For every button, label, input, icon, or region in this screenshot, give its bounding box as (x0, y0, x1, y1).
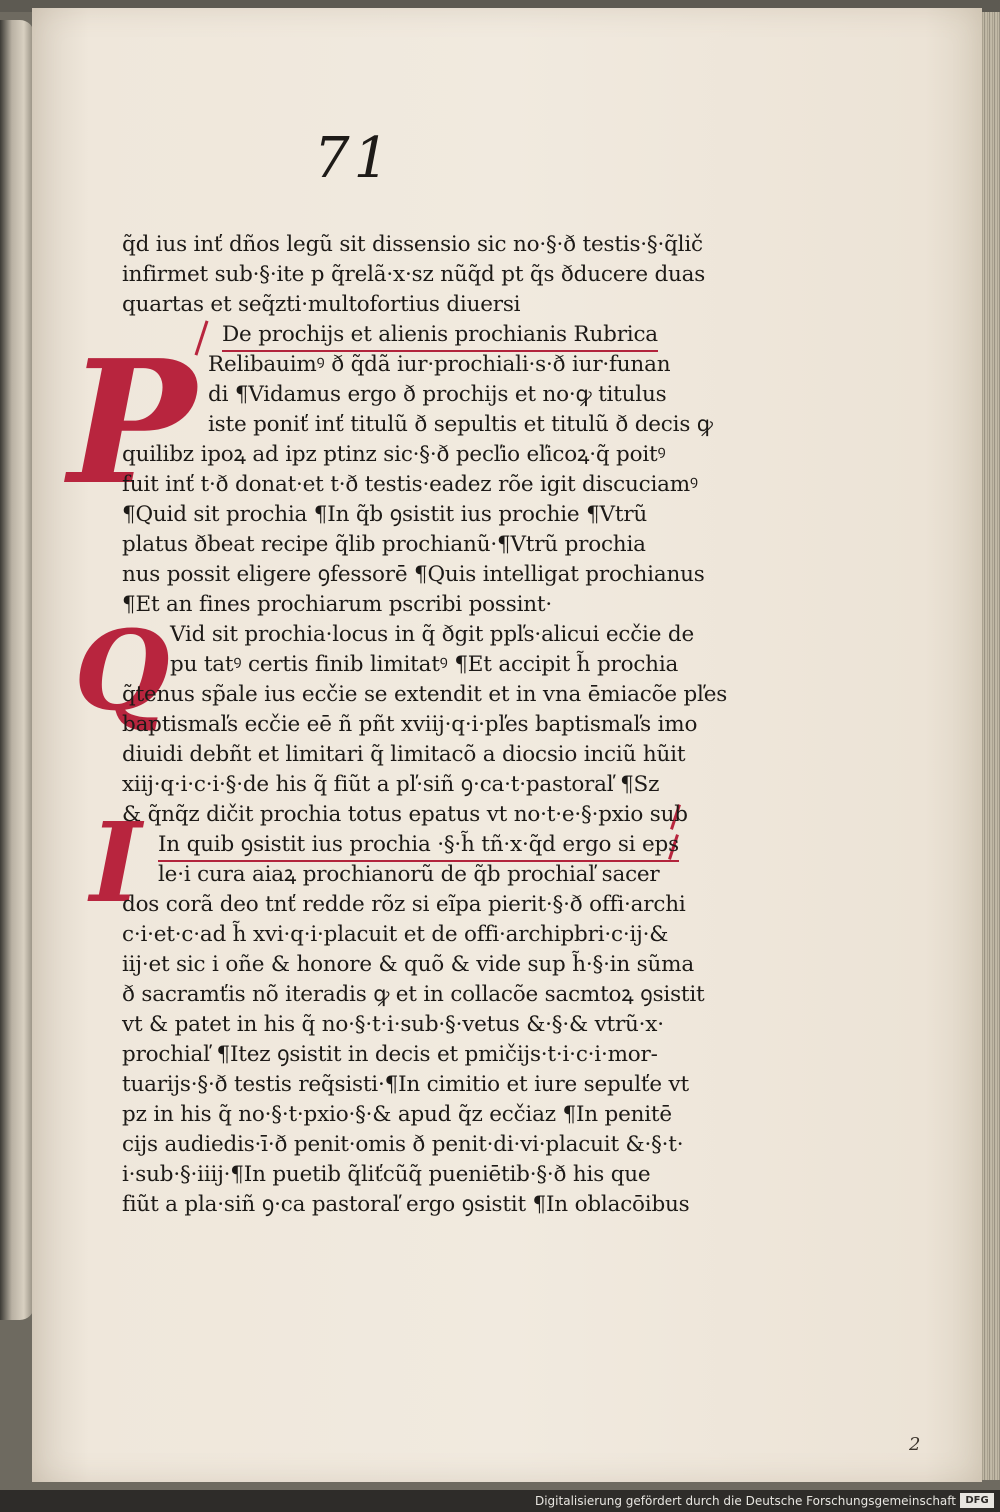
text-line: quilibz ipoꝝ ad ipz ptinz sic·§·ð pecľio eľicoꝝ·q̃ poitꝰ (122, 442, 666, 467)
rubric-heading: De prochijs et alienis prochianis Rubrica (222, 320, 658, 352)
text-line: pz in his q̃ no·§·t·pxio·§·& apud q̃z ecčiaz ¶In penitē (122, 1102, 672, 1127)
initial-i-ornament: I (90, 798, 142, 927)
text-line: fiũt a pla·siñ ꝯ·ca pastoraľ ergo ꝯsistit ¶In oblacōibus (122, 1192, 690, 1217)
dfg-logo: DFG (960, 1493, 994, 1508)
text-line: ¶Et an fines prochiarum pscribi possint· (122, 592, 552, 617)
text-line: vt & patet in his q̃ no·§·t·i·sub·§·vetus &·§·& vtrũ·x· (122, 1012, 664, 1037)
text-line: Relibauimꝰ ð q̃dã iur·prochiali·s·ð iur·funan (208, 352, 671, 377)
text-line: Vid sit prochia·locus in q̃ ðgit ppľs·alicui ecčie de (170, 622, 694, 647)
facing-page-edge (0, 20, 34, 1320)
text-line: quartas et seq̃zti·multofortius diuersi (122, 292, 521, 317)
text-line: tuarijs·§·ð testis req̃sisti·¶In cimitio et iure sepulťe vt (122, 1072, 689, 1097)
text-line: baptismaľs ecčie eē ñ pñt xviij·q·i·pľes baptismaľs imo (122, 712, 698, 737)
text-line: c·i·et·c·ad h̃ xvi·q·i·placuit et de offi·archipbri·c·ij·& (122, 922, 669, 947)
text-line: xiij·q·i·c·i·§·de his q̃ fiũt a pľ·siñ ꝯ·ca·t·pastoraľ ¶Sz (122, 772, 660, 797)
corner-signature-mark: 2 (909, 1434, 921, 1455)
book-page (32, 8, 982, 1482)
initial-q-ornament: Q (74, 606, 170, 735)
text-line: platus ðbeat recipe q̃lib prochianũ·¶Vtrũ prochia (122, 532, 646, 557)
funding-credit: Digitalisierung gefördert durch die Deutsche Forschungsgemeinschaft (534, 1494, 956, 1508)
text-line: di ¶Vidamus ergo ð prochijs et no·ꝙ titulus (208, 382, 667, 407)
text-line: fuit inť t·ð donat·et t·ð testis·eadez rõe igit discuciamꝰ (122, 472, 698, 497)
text-line: ¶Quid sit prochia ¶In q̃b ꝯsistit ius prochie ¶Vtrũ (122, 502, 648, 527)
initial-p-ornament: P (68, 323, 196, 523)
rubric-stroke-mark (195, 320, 209, 355)
text-line-underlined: In quib ꝯsistit ius prochia ·§·h̃ tñ·x·q̃d ergo si eps (158, 830, 679, 862)
text-line: & q̃nq̃z dičit prochia totus epatus vt no·t·e·§·pxio sub (122, 802, 688, 827)
text-line: q̃d ius inť dños legũ sit dissensio sic no·§·ð testis·§·q̃lič (122, 232, 703, 257)
text-line: dos corã deo tnť redde rõz si eĩpa pierit·§·ð offi·archi (122, 892, 686, 917)
folio-number: 71 (314, 126, 394, 191)
text-line: nus possit eligere ꝯfessorē ¶Quis intelligat prochianus (122, 562, 705, 587)
text-line: infirmet sub·§·ite p q̃relã·x·sz nũq̃d pt q̃s ðducere duas (122, 262, 706, 287)
text-line: ð sacramťis nõ iteradis ꝙ et in collacõe sacmtoꝝ ꝯsistit (122, 982, 705, 1007)
text-line: i·sub·§·iiij·¶In puetib q̃liťcũq̃ pueniētib·§·ð his que (122, 1162, 651, 1187)
text-line: iij·et sic i oñe & honore & quõ & vide sup h̃·§·in sũma (122, 952, 694, 977)
text-line: le·i cura aiaꝝ prochianorũ de q̃b prochiaľ sacer (158, 862, 660, 887)
text-line: iste poniť inť titulũ ð sepultis et titulũ ð decis ꝙ (208, 412, 713, 437)
text-line: diuidi debñt et limitari q̃ limitacõ a diocsio inciũ hũit (122, 742, 686, 767)
text-line: prochiaľ ¶Itez ꝯsistit in decis et pmičijs·t·i·c·i·mor- (122, 1042, 658, 1067)
text-line: q̃tenus sp̃ale ius ecčie se extendit et in vna ēmiacõe pľes (122, 682, 728, 707)
text-line: cijs audiedis·ī·ð penit·omis ð penit·di·vi·placuit &·§·t· (122, 1132, 684, 1157)
text-line: pu tatꝰ certis finib limitatꝰ ¶Et accipit h̃ prochia (170, 652, 679, 677)
